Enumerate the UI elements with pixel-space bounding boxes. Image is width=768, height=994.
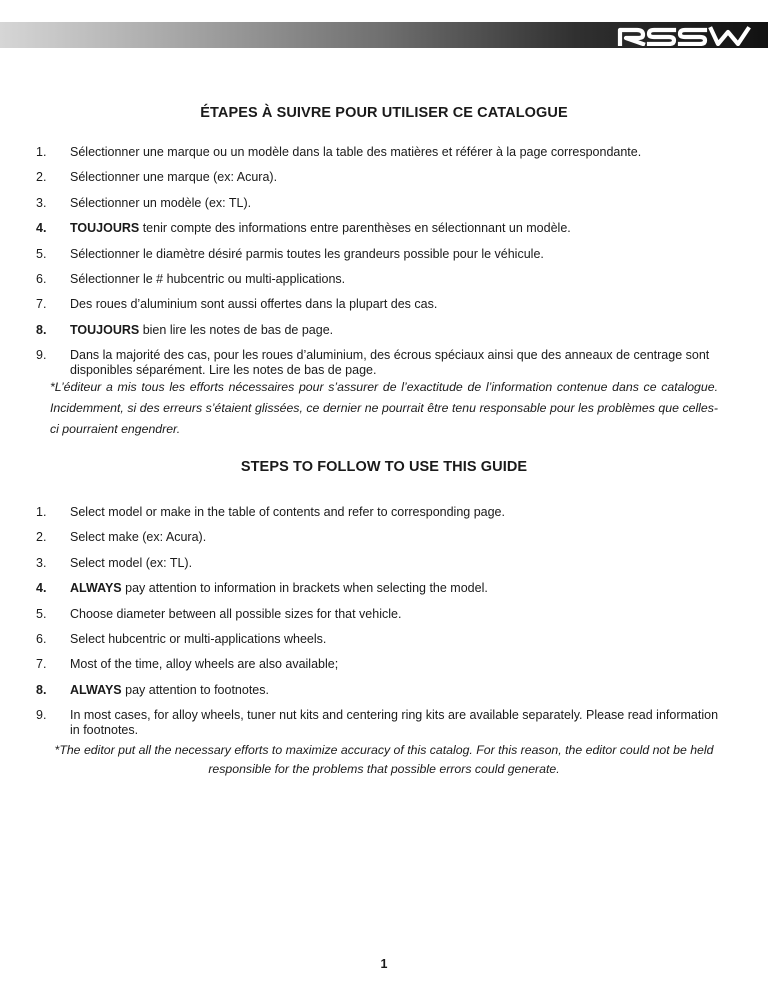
step-text: Sélectionner le # hubcentric ou multi-applications.	[70, 271, 346, 286]
step-emphasis: ALWAYS	[70, 682, 122, 697]
step-item	[36, 145, 726, 160]
step-number: 2.	[36, 170, 47, 185]
step-text: Sélectionner une marque (ex: Acura).	[70, 170, 278, 185]
rssw-logo	[616, 26, 752, 46]
step-number: 3.	[36, 555, 47, 570]
step-item	[36, 323, 726, 338]
step-item	[36, 196, 726, 211]
step-item	[36, 556, 726, 571]
english-disclaimer: *The editor put all the necessary efforts to maximize accuracy of this catalog. For this reason, the editor could not be held responsible for the problems that possible errors could generate.	[54, 743, 714, 776]
step-number: 4.	[36, 581, 47, 596]
page-number: 1	[380, 957, 388, 971]
step-item	[36, 170, 726, 185]
step-item	[36, 221, 726, 236]
step-text: Select make (ex: Acura).	[70, 530, 207, 545]
step-text: Most of the time, alloy wheels are also available;	[70, 657, 339, 672]
step-text: Sélectionner une marque ou un modèle dans la table des matières et référer à la page correspondante.	[70, 145, 642, 159]
step-number: 8.	[36, 682, 47, 697]
step-emphasis: TOUJOURS	[70, 221, 140, 236]
step-number: 1.	[36, 505, 47, 519]
step-number: 6.	[36, 271, 47, 286]
step-text: pay attention to information in brackets when selecting the model.	[121, 581, 488, 596]
step-emphasis: ALWAYS	[70, 581, 122, 596]
step-item	[36, 530, 726, 545]
step-number: 5.	[36, 246, 47, 261]
step-item	[36, 505, 726, 520]
step-item	[36, 708, 726, 737]
step-number: 3.	[36, 195, 47, 210]
step-text: pay attention to footnotes.	[121, 682, 269, 697]
step-text: bien lire les notes de bas de page.	[139, 322, 334, 337]
step-number: 7.	[36, 657, 47, 672]
step-item	[36, 297, 726, 312]
step-item	[36, 272, 726, 287]
step-text: Select model or make in the table of contents and refer to corresponding page.	[70, 505, 505, 519]
step-item	[36, 683, 726, 698]
step-text: Sélectionner un modèle (ex: TL).	[70, 195, 252, 210]
step-number: 1.	[36, 145, 47, 159]
step-text: Dans la majorité des cas, pour les roues d’aluminium, des écrous spéciaux ainsi que des anneaux de centrage sont disponibles séparément. Lire les notes de bas de page.	[70, 348, 710, 377]
step-text: Choose diameter between all possible sizes for that vehicle.	[70, 606, 402, 621]
step-item	[36, 607, 726, 622]
french-steps-list	[36, 145, 726, 388]
step-text: tenir compte des informations entre parenthèses en sélectionnant un modèle.	[139, 221, 571, 236]
english-steps-list	[36, 505, 726, 748]
french-disclaimer: *L’éditeur a mis tous les efforts nécessaires pour s’assurer de l’exactitude de l’information contenue dans ce catalogue. Incidemment, si des erreurs s’étaient glissées, ce dernier ne pourrait être tenu responsable pour les problèmes que celles-ci pourraient engendrer.	[50, 380, 718, 436]
step-number: 4.	[36, 221, 47, 236]
step-item	[36, 348, 726, 377]
step-text: Des roues d’aluminium sont aussi offertes dans la plupart des cas.	[70, 297, 438, 312]
step-number: 9.	[36, 348, 47, 363]
step-item	[36, 581, 726, 596]
step-number: 6.	[36, 631, 47, 646]
step-text: Sélectionner le diamètre désiré parmis toutes les grandeurs possible pour le véhicule.	[70, 246, 544, 261]
step-emphasis: TOUJOURS	[70, 322, 140, 337]
step-item	[36, 657, 726, 672]
step-text: Select model (ex: TL).	[70, 555, 193, 570]
step-number: 9.	[36, 708, 47, 723]
english-section-title: STEPS TO FOLLOW TO USE THIS GUIDE	[240, 459, 528, 475]
step-number: 2.	[36, 530, 47, 545]
french-section-title: ÉTAPES À SUIVRE POUR UTILISER CE CATALOGUE	[200, 105, 568, 121]
step-number: 7.	[36, 297, 47, 312]
step-number: 8.	[36, 322, 47, 337]
step-item	[36, 247, 726, 262]
step-number: 5.	[36, 606, 47, 621]
step-text: Select hubcentric or multi-applications wheels.	[70, 631, 327, 646]
step-text: In most cases, for alloy wheels, tuner nut kits and centering ring kits are available separately. Please read information in footnotes.	[70, 708, 719, 737]
step-item	[36, 632, 726, 647]
